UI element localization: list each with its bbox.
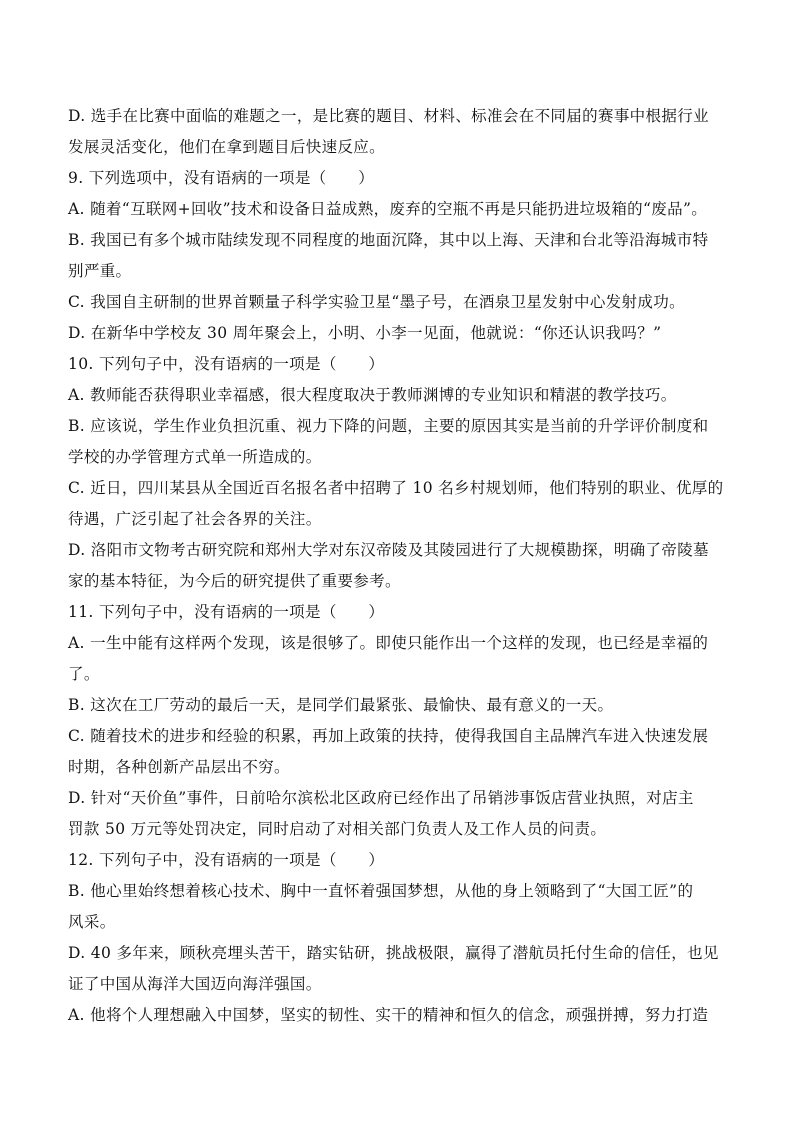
text-line: 风采。 — [68, 913, 116, 931]
text-line: 9. 下列选项中，没有语病的一项是（ ） — [68, 169, 375, 187]
text-line: A. 一生中能有这样两个发现，该是很够了。即使只能作出一个这样的发现，也已经是幸福的 — [68, 634, 709, 652]
text-line: D. 在新华中学校友 30 周年聚会上，小明、小李一见面，他就说：“你还认识我吗？” — [68, 324, 662, 342]
text-line: B. 他心里始终想着核心技术、胸中一直怀着强国梦想，从他的身上领略到了“大国工匠”的 — [68, 882, 694, 900]
text-line: A. 他将个人理想融入中国梦，坚实的韧性、实干的精神和恒久的信念，顽强拼搏，努力打造 — [68, 1006, 709, 1024]
text-line: C. 随着技术的进步和经验的积累，再加上政策的扶持，使得我国自主品牌汽车进入快速发展 — [68, 727, 709, 745]
text-line: D. 洛阳市文物考古研究院和郑州大学对东汉帝陵及其陵园进行了大规模勘探，明确了帝陵墓 — [68, 541, 709, 559]
text-line: 罚款 50 万元等处罚决定，同时启动了对相关部门负责人及工作人员的问责。 — [68, 820, 607, 838]
text-line: D. 选手在比赛中面临的难题之一，是比赛的题目、材料、标准会在不同届的赛事中根据行业 — [68, 107, 709, 125]
text-line: 12. 下列句子中，没有语病的一项是（ ） — [68, 851, 385, 869]
text-line: A. 教师能否获得职业幸福感，很大程度取决于教师渊博的专业知识和精湛的教学技巧。 — [68, 386, 677, 404]
text-line: 发展灵活变化，他们在拿到题目后快速反应。 — [68, 138, 386, 156]
text-line: B. 应该说，学生作业负担沉重、视力下降的问题，主要的原因其实是当前的升学评价制度和 — [68, 417, 709, 435]
text-line: 家的基本特征，为今后的研究提供了重要参考。 — [68, 572, 401, 590]
text-line: 证了中国从海洋大国迈向海洋强国。 — [68, 975, 322, 993]
text-line: 待遇，广泛引起了社会各界的关注。 — [68, 510, 322, 528]
text-line: 了。 — [68, 665, 100, 683]
text-line: D. 针对“天价鱼”事件，日前哈尔滨松北区政府已经作出了吊销涉事饭店营业执照，对店主 — [68, 789, 694, 807]
text-line: B. 这次在工厂劳动的最后一天，是同学们最紧张、最愉快、最有意义的一天。 — [68, 696, 614, 714]
text-line: C. 我国自主研制的世界首颗量子科学实验卫星“墨子号，在酒泉卫星发射中心发射成功。 — [68, 293, 685, 311]
text-line: A. 随着“互联网+回收”技术和设备日益成熟，废弃的空瓶不再是只能扔进垃圾箱的“废品”。 — [68, 200, 708, 218]
text-line: 10. 下列句子中，没有语病的一项是（ ） — [68, 355, 385, 373]
text-line: 别严重。 — [68, 262, 132, 280]
text-line: 时期，各种创新产品层出不穷。 — [68, 758, 290, 776]
text-line: 学校的办学管理方式单一所造成的。 — [68, 448, 322, 466]
text-line: 11. 下列句子中，没有语病的一项是（ ） — [68, 603, 385, 621]
text-line: B. 我国已有多个城市陆续发现不同程度的地面沉降，其中以上海、天津和台北等沿海城市特 — [68, 231, 709, 249]
document-body — [68, 101, 730, 1031]
text-line: C. 近日，四川某县从全国近百名报名者中招聘了 10 名乡村规划师，他们特别的职业、优厚的 — [68, 479, 724, 497]
text-line: D. 40 多年来，顾秋亮埋头苦干，踏实钻研，挑战极限，赢得了潜航员托付生命的信任，也见 — [68, 944, 719, 962]
